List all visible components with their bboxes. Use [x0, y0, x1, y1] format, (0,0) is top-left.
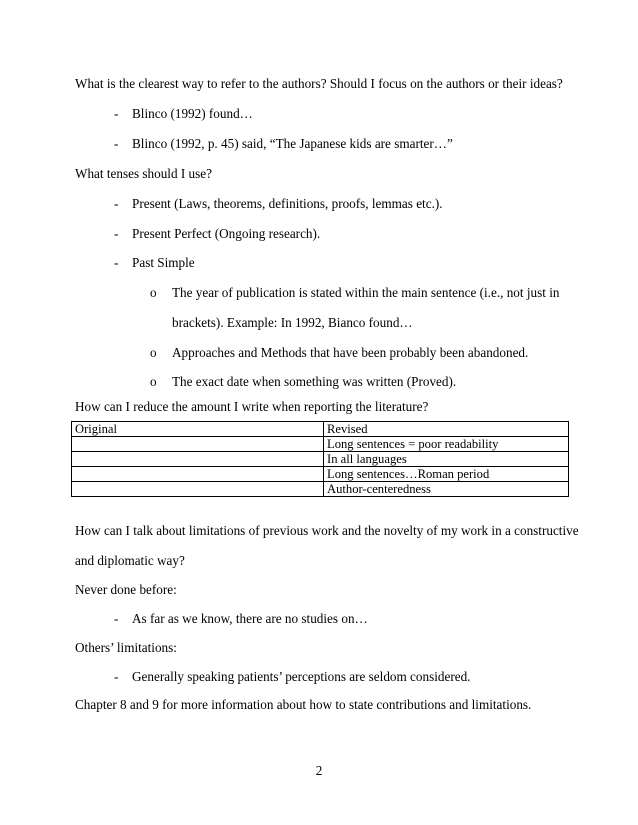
table-cell-revised: Long sentences = poor readability [324, 437, 569, 452]
table-row [72, 467, 569, 482]
never-done-heading: Never done before: [75, 582, 177, 597]
never-done-item: As far as we know, there are no studies on… [132, 611, 368, 626]
bullet-o: o [150, 285, 157, 300]
question-limitations-continued: and diplomatic way? [75, 553, 185, 568]
bullet-dash: - [114, 136, 119, 151]
page-number: 2 [315, 763, 323, 778]
bullet-dash: - [114, 255, 119, 270]
table-row [72, 482, 569, 497]
table-cell-original [72, 467, 324, 482]
question-limitations: How can I talk about limitations of previous work and the novelty of my work in a constructive [75, 523, 579, 538]
table-header-original: Original [72, 422, 324, 437]
bullet-o: o [150, 345, 157, 360]
table-header-row [72, 422, 569, 437]
chapter-reference-note: Chapter 8 and 9 for more information about how to state contributions and limitations. [75, 697, 532, 712]
table-cell-original [72, 452, 324, 467]
question-refer-authors: What is the clearest way to refer to the authors? Should I focus on the authors or their ideas? [75, 76, 563, 91]
others-limitations-item: Generally speaking patients’ perceptions are seldom considered. [132, 669, 471, 684]
past-simple-item: The exact date when something was written (Proved). [172, 374, 457, 389]
bullet-dash: - [114, 196, 119, 211]
bullet-dash: - [114, 669, 119, 684]
tense-item: Present (Laws, theorems, definitions, proofs, lemmas etc.). [132, 196, 443, 211]
others-limitations-heading: Others’ limitations: [75, 640, 177, 655]
refer-item: Blinco (1992) found… [132, 106, 253, 121]
past-simple-item-continued: brackets). Example: In 1992, Bianco found… [172, 315, 413, 330]
table-cell-original [72, 482, 324, 497]
table-header-revised: Revised [324, 422, 569, 437]
bullet-dash: - [114, 611, 119, 626]
bullet-o: o [150, 374, 157, 389]
tense-item: Past Simple [132, 255, 195, 270]
bullet-dash: - [114, 226, 119, 241]
table-row [72, 452, 569, 467]
table-row [72, 437, 569, 452]
table-cell-revised: Long sentences…Roman period [324, 467, 569, 482]
question-reduce-writing: How can I reduce the amount I write when reporting the literature? [75, 399, 429, 414]
past-simple-item: The year of publication is stated within the main sentence (i.e., not just in [172, 285, 560, 300]
table-cell-revised: Author-centeredness [324, 482, 569, 497]
past-simple-item: Approaches and Methods that have been probably been abandoned. [172, 345, 529, 360]
question-tenses: What tenses should I use? [75, 166, 212, 181]
tense-item: Present Perfect (Ongoing research). [132, 226, 321, 241]
table-cell-original [72, 437, 324, 452]
bullet-dash: - [114, 106, 119, 121]
original-revised-table [71, 421, 569, 497]
table-cell-revised: In all languages [324, 452, 569, 467]
refer-item: Blinco (1992, p. 45) said, “The Japanese kids are smarter…” [132, 136, 453, 151]
